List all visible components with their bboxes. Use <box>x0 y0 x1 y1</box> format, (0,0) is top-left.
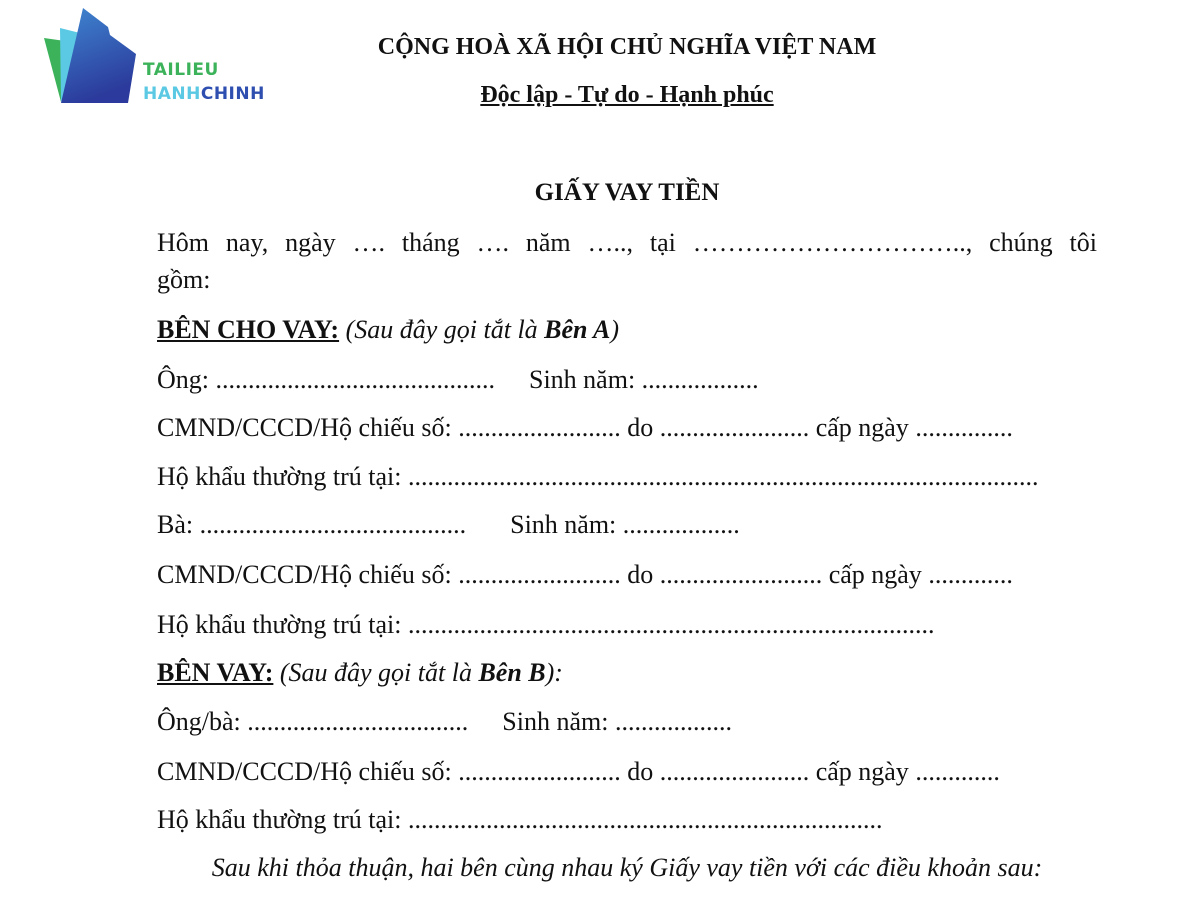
birth-field: .................. <box>641 365 759 394</box>
intro-line-2: gồm: <box>157 265 211 294</box>
nation-header: CỘNG HOÀ XÃ HỘI CHỦ NGHĨA VIỆT NAM <box>377 34 877 60</box>
party-a-label: BÊN CHO VAY: <box>157 315 340 344</box>
issue-date-field: ............. <box>928 560 1013 589</box>
party-a-note-end: ) <box>610 315 620 344</box>
party-a-address-row-2 <box>157 610 934 640</box>
birth-label: Sinh năm: <box>510 510 623 539</box>
birth-label: Sinh năm: <box>502 707 615 736</box>
person-field: .................................. <box>247 707 469 736</box>
logo-word-hanh: HANH <box>143 84 201 104</box>
issue-date-label: cấp ngày <box>809 413 916 442</box>
birth-field: .................. <box>614 707 732 736</box>
address-field: ................................................................................................. <box>407 462 1039 491</box>
ba-label: Bà: <box>157 510 200 539</box>
party-b-heading <box>157 658 563 688</box>
address-field: ................................................................................. <box>407 610 935 639</box>
id-label: CMND/CCCD/Hộ chiếu số: <box>157 757 459 786</box>
issued-by-field: ....................... <box>659 757 810 786</box>
party-b-person-row <box>157 707 732 737</box>
party-b-label: BÊN VAY: <box>157 658 274 687</box>
issued-by-field: ....................... <box>659 413 810 442</box>
address-label: Hộ khẩu thường trú tại: <box>157 462 408 491</box>
party-a-ba-row <box>157 510 740 540</box>
person-label: Ông/bà: <box>157 707 248 736</box>
intro-line-1: Hôm nay, ngày …. tháng …. năm ….., tại ………………………….., chúng tôi <box>157 228 1097 257</box>
issued-by-label: do <box>620 560 660 589</box>
id-field: ......................... <box>458 413 621 442</box>
id-field: ......................... <box>458 757 621 786</box>
party-a-address-row-1 <box>157 462 1038 492</box>
party-b-short-name: Bên B <box>478 658 546 687</box>
document-title: GIẤY VAY TIỀN <box>534 179 720 206</box>
birth-label: Sinh năm: <box>529 365 642 394</box>
logo-word-tailieu: TAILIEU <box>143 60 219 80</box>
party-b-note-end: ): <box>545 658 563 687</box>
party-a-id-row-1 <box>157 413 1013 443</box>
issue-date-label: cấp ngày <box>809 757 916 786</box>
party-a-heading <box>157 315 619 345</box>
motto: Độc lập - Tự do - Hạnh phúc <box>480 82 774 108</box>
party-a-short-name: Bên A <box>544 315 611 344</box>
id-field: ......................... <box>458 560 621 589</box>
issue-date-field: ............. <box>915 757 1000 786</box>
issue-date-label: cấp ngày <box>822 560 929 589</box>
ba-field: ......................................... <box>199 510 467 539</box>
id-label: CMND/CCCD/Hộ chiếu số: <box>157 560 459 589</box>
party-b-note: (Sau đây gọi tắt là <box>279 658 479 687</box>
address-field: ......................................................................... <box>407 805 883 834</box>
party-a-id-row-2 <box>157 560 1013 590</box>
address-label: Hộ khẩu thường trú tại: <box>157 805 408 834</box>
issued-by-label: do <box>620 413 660 442</box>
address-label: Hộ khẩu thường trú tại: <box>157 610 408 639</box>
party-a-ong-row <box>157 365 759 395</box>
issue-date-field: ............... <box>915 413 1013 442</box>
logo-word-chinh: CHINH <box>200 84 265 104</box>
ong-field: ........................................... <box>215 365 495 394</box>
id-label: CMND/CCCD/Hộ chiếu số: <box>157 413 459 442</box>
birth-field: .................. <box>622 510 740 539</box>
issued-by-field: ......................... <box>659 560 823 589</box>
closing-statement: Sau khi thỏa thuận, hai bên cùng nhau ký Giấy vay tiền với các điều khoản sau: <box>211 853 1043 882</box>
party-b-id-row <box>157 757 1000 787</box>
ong-label: Ông: <box>157 365 216 394</box>
issued-by-label: do <box>620 757 660 786</box>
party-a-note: (Sau đây gọi tắt là <box>345 315 545 344</box>
party-b-address-row <box>157 805 882 835</box>
